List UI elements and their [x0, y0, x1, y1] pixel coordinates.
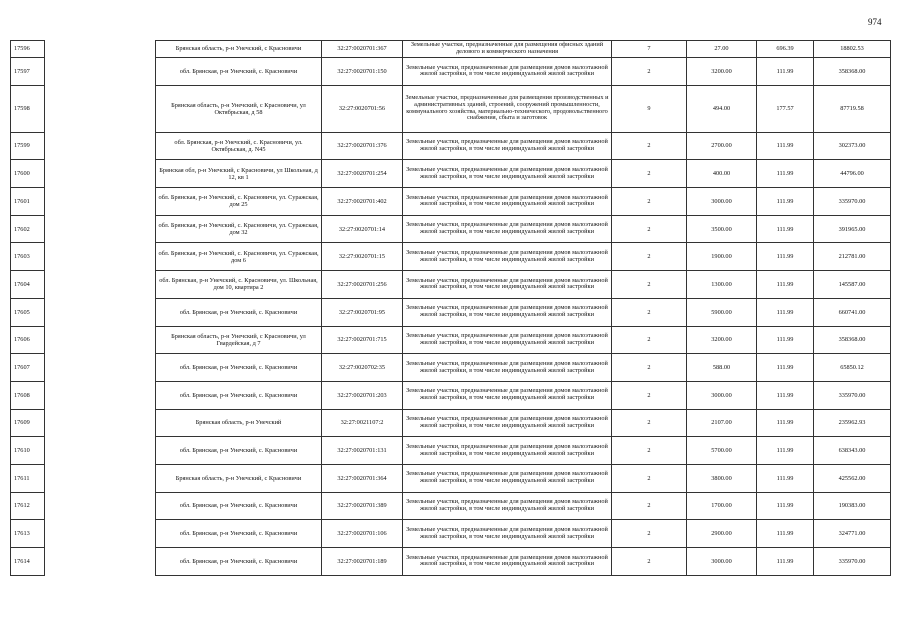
blank-spacer-cell [45, 520, 156, 548]
cadastral-value-cell: 212781.00 [814, 243, 891, 271]
blank-spacer-cell [45, 437, 156, 465]
cadastral-value-cell: 638343.00 [814, 437, 891, 465]
area-cell: 1300.00 [687, 271, 757, 299]
address-cell: обл. Брянская, р-н Унечский, с. Красновичи [156, 437, 322, 465]
cadastral-value-cell: 65850.12 [814, 354, 891, 382]
unit-cost-cell: 111.99 [757, 188, 814, 216]
cadastral-number-cell: 32:27:0020701:56 [322, 85, 403, 132]
blank-spacer-cell [45, 548, 156, 576]
land-use-cell: Земельные участки, предназначенные для размещения домов малоэтажной жилой застройки, в том числе индивидуальной жилой застройки [403, 381, 612, 409]
address-cell: обл. Брянская, р-н Унечский, с. Красновичи [156, 492, 322, 520]
cadastral-value-cell: 425562.00 [814, 464, 891, 492]
cadastral-value-cell: 660741.00 [814, 298, 891, 326]
area-cell: 3000.00 [687, 381, 757, 409]
land-use-cell: Земельные участки, предназначенные для размещения домов малоэтажной жилой застройки, в том числе индивидуальной жилой застройки [403, 188, 612, 216]
cadastral-value-cell: 335970.00 [814, 381, 891, 409]
cadastral-number-cell: 32:27:0020701:95 [322, 298, 403, 326]
use-group-cell: 2 [612, 464, 687, 492]
blank-spacer-cell [45, 381, 156, 409]
address-cell: обл. Брянская, р-н Унечский, с. Красновичи, ул. Суражская, дом 25 [156, 188, 322, 216]
cadastral-number-cell: 32:27:0020701:106 [322, 520, 403, 548]
unit-cost-cell: 111.99 [757, 354, 814, 382]
area-cell: 2700.00 [687, 132, 757, 160]
use-group-cell: 2 [612, 58, 687, 86]
unit-cost-cell: 111.99 [757, 160, 814, 188]
cadastral-number-cell: 32:27:0020701:254 [322, 160, 403, 188]
blank-spacer-cell [45, 409, 156, 437]
cadastral-value-cell: 18802.53 [814, 41, 891, 58]
row-number-cell: 17614 [11, 548, 45, 576]
cadastral-number-cell: 32:27:0020701:367 [322, 41, 403, 58]
land-use-cell: Земельные участки, предназначенные для размещения домов малоэтажной жилой застройки, в том числе индивидуальной жилой застройки [403, 58, 612, 86]
cadastral-value-cell: 190383.00 [814, 492, 891, 520]
area-cell: 3000.00 [687, 548, 757, 576]
use-group-cell: 9 [612, 85, 687, 132]
table-row [11, 437, 891, 465]
row-number-cell: 17606 [11, 326, 45, 354]
blank-spacer-cell [45, 188, 156, 216]
area-cell: 588.00 [687, 354, 757, 382]
row-number-cell: 17597 [11, 58, 45, 86]
land-use-cell: Земельные участки, предназначенные для размещения домов малоэтажной жилой застройки, в том числе индивидуальной жилой застройки [403, 215, 612, 243]
row-number-cell: 17610 [11, 437, 45, 465]
use-group-cell: 2 [612, 326, 687, 354]
unit-cost-cell: 177.57 [757, 85, 814, 132]
cadastral-number-cell: 32:27:0020701:203 [322, 381, 403, 409]
blank-spacer-cell [45, 464, 156, 492]
land-use-cell: Земельные участки, предназначенные для размещения домов малоэтажной жилой застройки, в том числе индивидуальной жилой застройки [403, 409, 612, 437]
cadastral-number-cell: 32:27:0020701:15 [322, 243, 403, 271]
table-row [11, 492, 891, 520]
unit-cost-cell: 696.39 [757, 41, 814, 58]
cadastral-number-cell: 32:27:0020701:14 [322, 215, 403, 243]
table-row [11, 326, 891, 354]
table-row [11, 85, 891, 132]
row-number-cell: 17612 [11, 492, 45, 520]
land-use-cell: Земельные участки, предназначенные для размещения домов малоэтажной жилой застройки, в том числе индивидуальной жилой застройки [403, 548, 612, 576]
blank-spacer-cell [45, 160, 156, 188]
use-group-cell: 2 [612, 437, 687, 465]
cadastral-value-cell: 324771.00 [814, 520, 891, 548]
address-cell: обл. Брянская, р-н Унечский, с. Красновичи [156, 58, 322, 86]
cadastral-value-cell: 391965.00 [814, 215, 891, 243]
row-number-cell: 17608 [11, 381, 45, 409]
row-number-cell: 17609 [11, 409, 45, 437]
blank-spacer-cell [45, 326, 156, 354]
row-number-cell: 17602 [11, 215, 45, 243]
cadastral-value-cell: 335970.00 [814, 188, 891, 216]
row-number-cell: 17613 [11, 520, 45, 548]
area-cell: 3200.00 [687, 58, 757, 86]
unit-cost-cell: 111.99 [757, 271, 814, 299]
table-row [11, 243, 891, 271]
address-cell: обл. Брянская, р-н Унечский, с. Красновичи [156, 548, 322, 576]
table-row [11, 160, 891, 188]
cadastral-value-cell: 358368.00 [814, 326, 891, 354]
unit-cost-cell: 111.99 [757, 548, 814, 576]
cadastral-number-cell: 32:27:0020701:131 [322, 437, 403, 465]
land-use-cell: Земельные участки, предназначенные для размещения домов малоэтажной жилой застройки, в том числе индивидуальной жилой застройки [403, 243, 612, 271]
address-cell: обл. Брянская, р-н Унечский, с. Красновичи [156, 381, 322, 409]
cadastral-number-cell: 32:27:0020701:376 [322, 132, 403, 160]
cadastral-value-cell: 302373.00 [814, 132, 891, 160]
table-row [11, 132, 891, 160]
address-cell: обл. Брянская, р-н Унечский, с. Красновичи [156, 298, 322, 326]
cadastral-number-cell: 32:27:0020701:256 [322, 271, 403, 299]
table-row [11, 381, 891, 409]
unit-cost-cell: 111.99 [757, 381, 814, 409]
address-cell: обл. Брянская, р-н Унечский, с. Красновичи, ул. Суражская, дом 6 [156, 243, 322, 271]
cadastral-number-cell: 32:27:0020701:715 [322, 326, 403, 354]
table-row [11, 520, 891, 548]
area-cell: 2900.00 [687, 520, 757, 548]
table-row [11, 41, 891, 58]
blank-spacer-cell [45, 354, 156, 382]
blank-spacer-cell [45, 492, 156, 520]
land-use-cell: Земельные участки, предназначенные для размещения домов малоэтажной жилой застройки, в том числе индивидуальной жилой застройки [403, 271, 612, 299]
unit-cost-cell: 111.99 [757, 464, 814, 492]
table-row [11, 464, 891, 492]
use-group-cell: 2 [612, 492, 687, 520]
cadastral-value-cell: 145587.00 [814, 271, 891, 299]
area-cell: 5900.00 [687, 298, 757, 326]
area-cell: 3800.00 [687, 464, 757, 492]
use-group-cell: 7 [612, 41, 687, 58]
land-use-cell: Земельные участки, предназначенные для размещения домов малоэтажной жилой застройки, в том числе индивидуальной жилой застройки [403, 298, 612, 326]
cadastral-number-cell: 32:27:0020701:150 [322, 58, 403, 86]
cadastral-number-cell: 32:27:0021107:2 [322, 409, 403, 437]
unit-cost-cell: 111.99 [757, 132, 814, 160]
cadastral-number-cell: 32:27:0020701:189 [322, 548, 403, 576]
address-cell: обл. Брянская, р-н Унечский, с. Красновичи [156, 354, 322, 382]
unit-cost-cell: 111.99 [757, 326, 814, 354]
area-cell: 3500.00 [687, 215, 757, 243]
use-group-cell: 2 [612, 520, 687, 548]
use-group-cell: 2 [612, 409, 687, 437]
blank-spacer-cell [45, 298, 156, 326]
land-use-cell: Земельные участки, предназначенные для размещения домов малоэтажной жилой застройки, в том числе индивидуальной жилой застройки [403, 520, 612, 548]
use-group-cell: 2 [612, 188, 687, 216]
address-cell: Брянская обл, р-н Унечский, с Красновичи, ул Школьная, д 12, кв 1 [156, 160, 322, 188]
blank-spacer-cell [45, 58, 156, 86]
address-cell: обл. Брянская, р-н Унечский, с. Красновичи, ул. Октябрьская, д. N45 [156, 132, 322, 160]
cadastral-value-cell: 44796.00 [814, 160, 891, 188]
blank-spacer-cell [45, 41, 156, 58]
blank-spacer-cell [45, 85, 156, 132]
blank-spacer-cell [45, 271, 156, 299]
use-group-cell: 2 [612, 132, 687, 160]
land-use-cell: Земельные участки, предназначенные для размещения офисных зданий делового и коммерческого назначения [403, 41, 612, 58]
area-cell: 2107.00 [687, 409, 757, 437]
cadastral-number-cell: 32:27:0020702:35 [322, 354, 403, 382]
blank-spacer-cell [45, 243, 156, 271]
land-use-cell: Земельные участки, предназначенные для размещения домов малоэтажной жилой застройки, в том числе индивидуальной жилой застройки [403, 464, 612, 492]
row-number-cell: 17603 [11, 243, 45, 271]
land-use-cell: Земельные участки, предназначенные для размещения производственных и административных зданий, строений, сооружений промышленности, коммунального хозяйства, материально-технического, продовольственного снабжения, сбыта и заготовок [403, 85, 612, 132]
use-group-cell: 2 [612, 243, 687, 271]
use-group-cell: 2 [612, 298, 687, 326]
unit-cost-cell: 111.99 [757, 409, 814, 437]
use-group-cell: 2 [612, 160, 687, 188]
row-number-cell: 17596 [11, 41, 45, 58]
row-number-cell: 17601 [11, 188, 45, 216]
land-use-cell: Земельные участки, предназначенные для размещения домов малоэтажной жилой застройки, в том числе индивидуальной жилой застройки [403, 132, 612, 160]
table-row [11, 409, 891, 437]
area-cell: 27.00 [687, 41, 757, 58]
unit-cost-cell: 111.99 [757, 437, 814, 465]
unit-cost-cell: 111.99 [757, 243, 814, 271]
unit-cost-cell: 111.99 [757, 492, 814, 520]
land-valuation-table [10, 40, 891, 576]
row-number-cell: 17599 [11, 132, 45, 160]
land-use-cell: Земельные участки, предназначенные для размещения домов малоэтажной жилой застройки, в том числе индивидуальной жилой застройки [403, 354, 612, 382]
address-cell: обл. Брянская, р-н Унечский, с. Красновичи, ул. Школьная, дом 10, квартира 2 [156, 271, 322, 299]
table-body [11, 41, 891, 576]
area-cell: 1700.00 [687, 492, 757, 520]
area-cell: 494.00 [687, 85, 757, 132]
address-cell: Брянская область, р-н Унечский, с Красновичи, ул Октябрьская, д 58 [156, 85, 322, 132]
cadastral-number-cell: 32:27:0020701:402 [322, 188, 403, 216]
row-number-cell: 17598 [11, 85, 45, 132]
row-number-cell: 17607 [11, 354, 45, 382]
unit-cost-cell: 111.99 [757, 298, 814, 326]
cadastral-value-cell: 235962.93 [814, 409, 891, 437]
use-group-cell: 2 [612, 381, 687, 409]
cadastral-number-cell: 32:27:0020701:364 [322, 464, 403, 492]
land-use-cell: Земельные участки, предназначенные для размещения домов малоэтажной жилой застройки, в том числе индивидуальной жилой застройки [403, 160, 612, 188]
table-row [11, 354, 891, 382]
unit-cost-cell: 111.99 [757, 58, 814, 86]
use-group-cell: 2 [612, 354, 687, 382]
row-number-cell: 17605 [11, 298, 45, 326]
row-number-cell: 17604 [11, 271, 45, 299]
unit-cost-cell: 111.99 [757, 520, 814, 548]
use-group-cell: 2 [612, 271, 687, 299]
area-cell: 3000.00 [687, 188, 757, 216]
use-group-cell: 2 [612, 548, 687, 576]
cadastral-value-cell: 358368.00 [814, 58, 891, 86]
land-use-cell: Земельные участки, предназначенные для размещения домов малоэтажной жилой застройки, в том числе индивидуальной жилой застройки [403, 437, 612, 465]
blank-spacer-cell [45, 215, 156, 243]
blank-spacer-cell [45, 132, 156, 160]
address-cell: обл. Брянская, р-н Унечский, с. Красновичи [156, 520, 322, 548]
area-cell: 3200.00 [687, 326, 757, 354]
address-cell: Брянская область, р-н Унечский, с Красновичи [156, 464, 322, 492]
use-group-cell: 2 [612, 215, 687, 243]
area-cell: 400.00 [687, 160, 757, 188]
row-number-cell: 17600 [11, 160, 45, 188]
area-cell: 1900.00 [687, 243, 757, 271]
address-cell: Брянская область, р-н Унечский, с Красновичи [156, 41, 322, 58]
table-row [11, 271, 891, 299]
land-use-cell: Земельные участки, предназначенные для размещения домов малоэтажной жилой застройки, в том числе индивидуальной жилой застройки [403, 492, 612, 520]
address-cell: Брянская область, р-н Унечский [156, 409, 322, 437]
address-cell: Брянская область, р-н Унечский, с Красновичи, ул Гвардейская, д 7 [156, 326, 322, 354]
unit-cost-cell: 111.99 [757, 215, 814, 243]
cadastral-number-cell: 32:27:0020701:389 [322, 492, 403, 520]
table-row [11, 215, 891, 243]
area-cell: 5700.00 [687, 437, 757, 465]
row-number-cell: 17611 [11, 464, 45, 492]
table-row [11, 298, 891, 326]
cadastral-value-cell: 87719.58 [814, 85, 891, 132]
table-row [11, 188, 891, 216]
cadastral-value-cell: 335970.00 [814, 548, 891, 576]
address-cell: обл. Брянская, р-н Унечский, с. Красновичи, ул. Суражская, дом 32 [156, 215, 322, 243]
table-row [11, 548, 891, 576]
land-use-cell: Земельные участки, предназначенные для размещения домов малоэтажной жилой застройки, в том числе индивидуальной жилой застройки [403, 326, 612, 354]
page-number: 974 [868, 17, 882, 27]
table-row [11, 58, 891, 86]
